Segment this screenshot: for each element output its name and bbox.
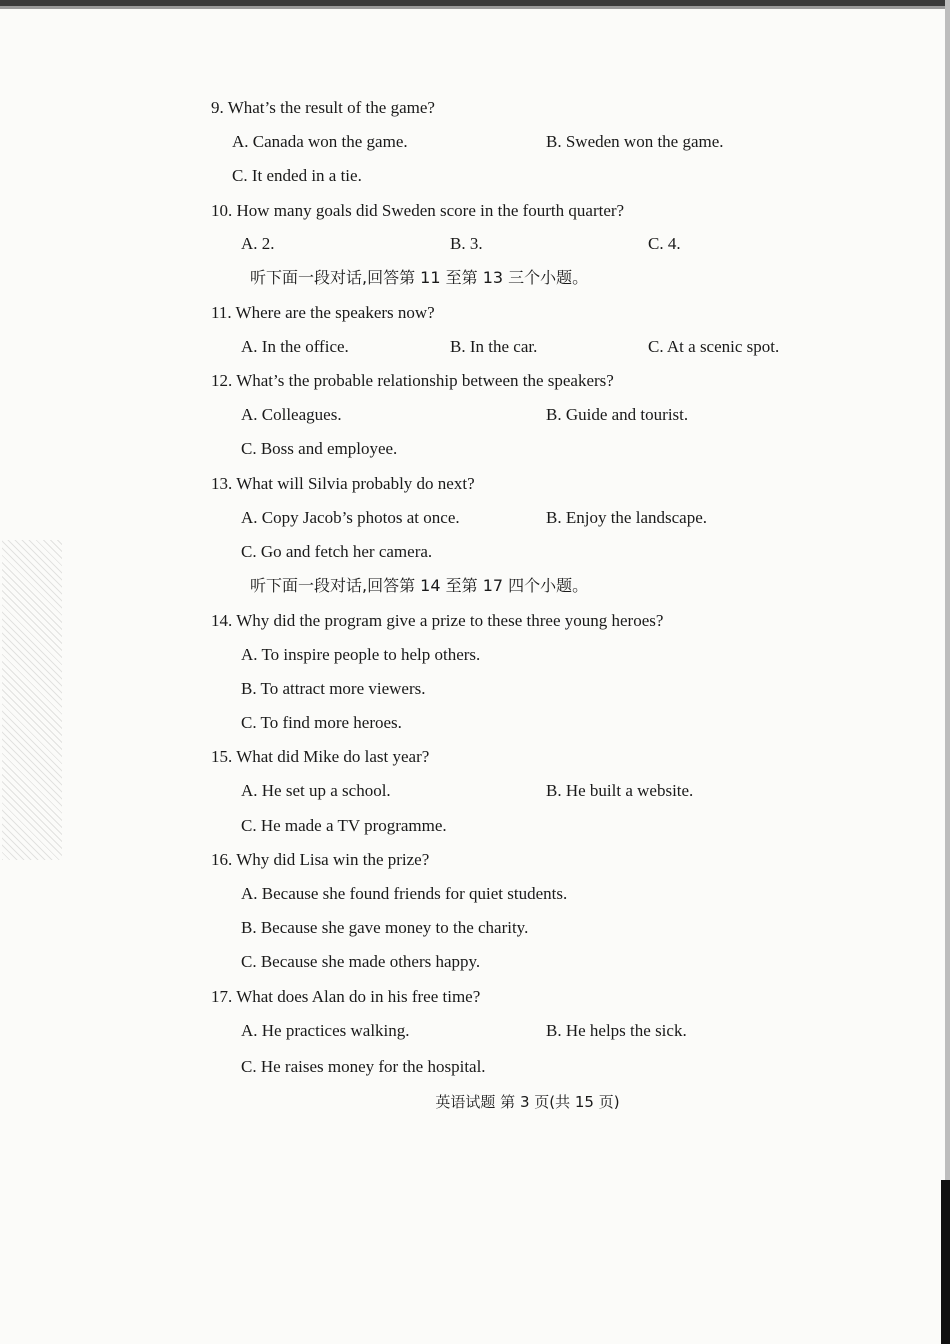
q11-option-b: B. In the car. — [450, 337, 538, 356]
q17-option-a: A. He practices walking. — [241, 1021, 410, 1040]
page-number: 英语试题 第 3 页(共 15 页) — [435, 1093, 620, 1111]
question-13: 13. What will Silvia probably do next? — [211, 474, 475, 493]
question-10: 10. How many goals did Sweden score in the fourth quarter? — [211, 201, 625, 220]
q17-option-c: C. He raises money for the hospital. — [241, 1057, 486, 1076]
instruction-14-17: 听下面一段对话,回答第 14 至第 17 四个小题。 — [250, 576, 589, 595]
q16-option-c: C. Because she made others happy. — [241, 952, 481, 971]
q15-option-a: A. He set up a school. — [241, 781, 391, 800]
instruction-11-13: 听下面一段对话,回答第 11 至第 13 三个小题。 — [250, 268, 589, 287]
q15-option-b: B. He built a website. — [546, 781, 694, 800]
q10-option-a: A. 2. — [241, 234, 275, 253]
q17-option-b: B. He helps the sick. — [546, 1021, 687, 1040]
scan-speckle — [2, 540, 62, 860]
q16-option-a: A. Because she found friends for quiet students. — [241, 884, 568, 903]
page-footer — [0, 1092, 950, 1112]
scan-right-edge — [945, 0, 950, 1344]
q14-option-b: B. To attract more viewers. — [241, 679, 426, 698]
scan-right-binding — [941, 1180, 950, 1344]
q11-option-a: A. In the office. — [241, 337, 349, 356]
q13-option-c: C. Go and fetch her camera. — [241, 542, 433, 561]
q12-option-a: A. Colleagues. — [241, 405, 342, 424]
q11-option-c: C. At a scenic spot. — [648, 337, 780, 356]
q16-option-b: B. Because she gave money to the charity. — [241, 918, 529, 937]
q14-option-a: A. To inspire people to help others. — [241, 645, 481, 664]
q9-option-c: C. It ended in a tie. — [232, 166, 362, 185]
q10-option-c: C. 4. — [648, 234, 681, 253]
question-17: 17. What does Alan do in his free time? — [211, 987, 481, 1006]
question-14: 14. Why did the program give a prize to these three young heroes? — [211, 611, 664, 630]
q9-option-b: B. Sweden won the game. — [546, 132, 724, 151]
q13-option-a: A. Copy Jacob’s photos at once. — [241, 508, 460, 527]
q15-option-c: C. He made a TV programme. — [241, 816, 447, 835]
q12-option-b: B. Guide and tourist. — [546, 405, 689, 424]
question-15: 15. What did Mike do last year? — [211, 747, 430, 766]
q13-option-b: B. Enjoy the landscape. — [546, 508, 707, 527]
question-9: 9. What’s the result of the game? — [211, 98, 435, 117]
question-11: 11. Where are the speakers now? — [211, 303, 435, 322]
question-12: 12. What’s the probable relationship between the speakers? — [211, 371, 614, 390]
q12-option-c: C. Boss and employee. — [241, 439, 398, 458]
scan-top-shadow — [0, 6, 950, 9]
q9-option-a: A. Canada won the game. — [232, 132, 408, 151]
q10-option-b: B. 3. — [450, 234, 483, 253]
question-16: 16. Why did Lisa win the prize? — [211, 850, 430, 869]
q14-option-c: C. To find more heroes. — [241, 713, 402, 732]
